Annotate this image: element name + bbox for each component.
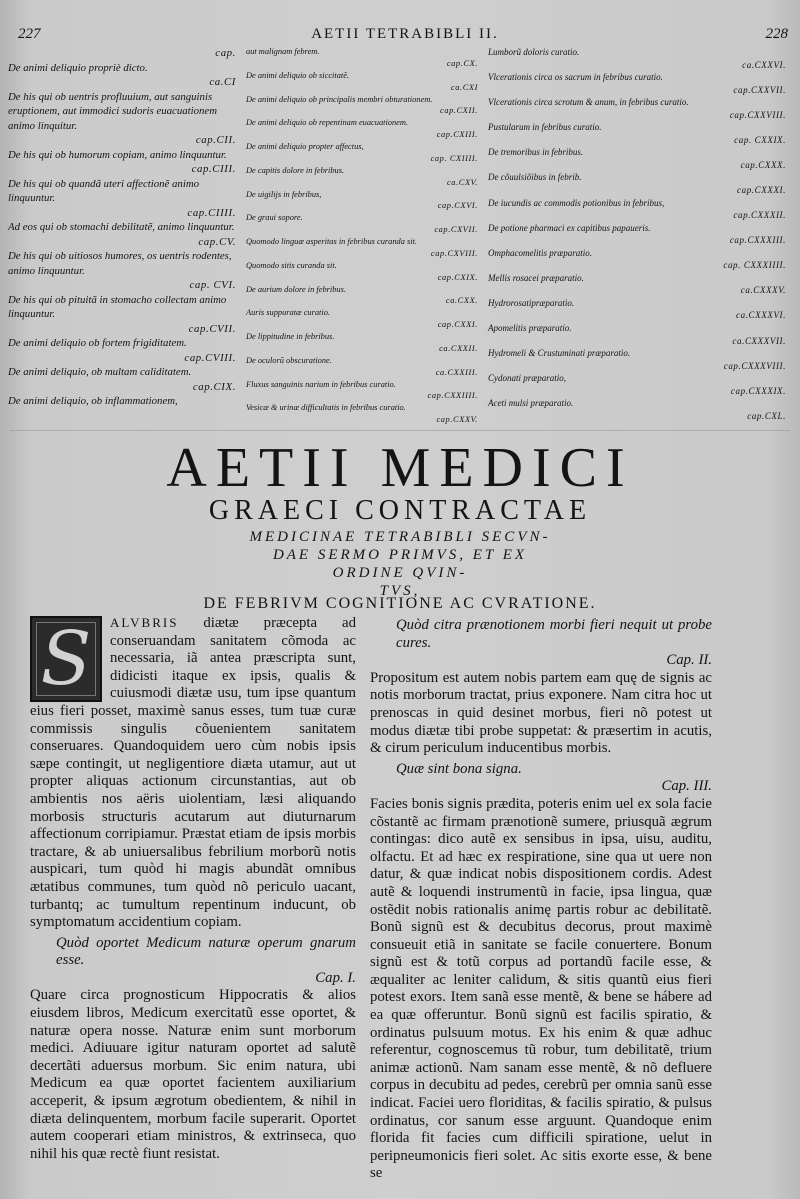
- chapter-number-2: Cap. II.: [666, 652, 712, 669]
- toc-entry-title: De his qui ob uitiosos humores, os uentris rodentes, animo linquuntur.: [8, 250, 232, 277]
- toc-entry-chapter: cap.CXXIIII.: [427, 391, 478, 401]
- toc-entry: [8, 249, 236, 293]
- toc-entry-title: De uigilijs in febribus,: [246, 189, 322, 199]
- toc-entry-chapter: cap.CXXXII.: [733, 210, 786, 221]
- toc-entry-title: De animi deliquio propter affectus,: [246, 142, 364, 151]
- toc-entry-title: Hydrorosatipræparatio.: [488, 297, 575, 308]
- toc-entry: [246, 94, 478, 118]
- toc-entry: [488, 171, 786, 196]
- chapter-heading-2: Quòd citra prænotionem morbi fieri nequit ut probe cures.: [396, 617, 712, 651]
- toc-entry-title: De animi deliquio ob repentinam euacuationem.: [246, 118, 409, 128]
- toc-entry-title: De animi deliquio ob fortem frigiditatem.: [8, 337, 187, 350]
- toc-entry-title: De lippitudine in febribus.: [246, 332, 335, 341]
- running-title: AETII TETRABIBLI II.: [311, 26, 499, 42]
- title-block-small: [0, 528, 800, 600]
- toc-entry-title: De cõuulsiõibus in febrib.: [488, 172, 582, 183]
- toc-entry-chapter: cap.CXXVII.: [733, 84, 786, 95]
- toc-entry-chapter: ca.CXXXV.: [740, 285, 786, 296]
- toc-entry: [246, 307, 478, 331]
- section-divider: [10, 430, 790, 431]
- running-header: [0, 26, 800, 46]
- toc-entry-chapter: cap. CVI.: [189, 279, 236, 292]
- toc-entry-title: De his qui ob humorum copiam, animo linquuntur.: [8, 148, 227, 161]
- toc-entry-title: De animi deliquio ob siccitatẽ.: [246, 70, 350, 80]
- toc-entry: [246, 141, 478, 165]
- toc-entry: [8, 336, 236, 365]
- toc-entry-title: aut malignam febrem.: [246, 47, 320, 56]
- toc-entry: [8, 220, 236, 249]
- toc-column-3: [488, 46, 786, 422]
- toc-entry: [488, 222, 786, 247]
- initial-letter: S: [40, 616, 92, 702]
- decorated-initial: [30, 616, 102, 702]
- toc-entry-chapter: cap.CXXX.: [740, 159, 786, 170]
- body-column-right: [370, 614, 712, 1183]
- title-line-3: MEDICINAE TETRABIBLI SECVN-: [249, 529, 551, 545]
- toc-entry-title: De iucundis ac commodis potionibus in febribus,: [488, 197, 665, 208]
- toc-entry: [488, 71, 786, 96]
- toc-entry: [488, 297, 786, 322]
- toc-entry-chapter: ca.CXXVI.: [742, 59, 786, 70]
- toc-column-2: [246, 46, 478, 426]
- chapter-number-1: Cap. I.: [315, 969, 356, 986]
- toc-entry: [488, 197, 786, 222]
- title-line-2: GRAECI CONTRACTAE: [208, 495, 592, 526]
- toc-entry-chapter: cap.CII.: [195, 134, 236, 147]
- toc-entry-chapter: cap.CXXI.: [437, 320, 478, 330]
- toc-entry-chapter: ca.CI: [209, 76, 236, 89]
- toc-entry-chapter: cap.CXXXIX.: [730, 385, 786, 396]
- toc-entry: [488, 372, 786, 397]
- toc-entry-title: Quomodo linguæ asperitas in febribus curanda sit.: [246, 237, 417, 246]
- toc-entry-chapter: ca.CXV.: [446, 177, 478, 187]
- paragraph-chapter-3: Facies bonis signis prædita, poteris enim uel ex sola facie cõstantẽ ac firmam prænotionẽ sumere, priusquã ægrum contingas: dico autẽ ex sensibus in ipsa, uisu, auditu, olfactu. Et ad hæc ex respiratione, sine qua ut uere non datur, & quæ indicat nobis dispositionem cordis. Adest autẽ & loquendi instrumentũ in facie, ipsa lingua, quæ ostẽdit nobis rationalis animę partis robur ac debilitatẽ. Bonũ signũ est & decubitus decorus, prout maximè consueuit etiã in sanitate se facile conuertere. Bonum signũ est & totũ corpus ad portandũ facile esse, & æqualiter ac leniter calidum, & sitis quantũ eius fieri potest exors. Item sanã esse mentẽ, & bene se hábere ad ea quæ offeruntur. Bonũ signũ est facilis spiratio, & ordinatus pulsuum motus. Ex his enim & quæ adhuc referentur, cognoscemus tũ robur, tum debilitatẽ, trium animæ actionũ. Nam sanam esse mentẽ, & nõ defluere corpus in decubitu ad pedes, cerebrũ per omnia sanũ esse indicat. Faciei uero floriditas, & facilis spiratio, & pulsus ordinatus, cor sanum esse arguunt. Quandoque enim florida fit facies cum difficili spiratione, uelut in peripneumonicis fieri solet. Ac sitis exorte esse, & bene se: [370, 795, 712, 1182]
- paragraph-intro-text: diætæ præcepta ad conseruandam sanitatem cõmoda ac necessaria, iã antea præscripta sunt, didicisti itaque ex ipsis, qualis & cuiusmodi diætæ usu, tum ipse quantum eius fieri posset, maximè sanus esses, tum tuæ curæ commissis singulis cõuenientem sanitatem conseruares. Quandoquidem uero cùm nobis ipsis sæpe contingit, ut negligentiore diæta utamur, aut ut propter aliquas actionum circunstantias, aut ob ambientis nos aëris uiolentiam, læsi aliquando morbosis structuris acutarum aut diuturnarum affectionum corripiamur. Præstat etiam de ipsis morbis tractare, & ab uniuersalibus febrilium morborũ notis auspicari, tum quòd hi magis abundãt omnibus ætatibus communes, tum quòd nõ periculo uacant, turbantq; ac tumultum repentinum inducunt, ob symptomatum accidentium copiam.: [30, 615, 356, 931]
- toc-entry-title: De animi deliquio, ob inflammationem,: [8, 395, 178, 408]
- toc-entry: [8, 177, 236, 221]
- title-line-6: TVS,: [379, 583, 421, 599]
- toc-entry-title: De tremoribus in febribus.: [488, 147, 584, 158]
- toc-entry-chapter: cap.CXXVIII.: [729, 109, 786, 120]
- toc-entry-title: De aurium dolore in febribus.: [246, 284, 346, 294]
- toc-entry-chapter: cap. CXXIX.: [734, 134, 786, 145]
- title-line-5: ORDINE QVIN-: [332, 565, 468, 581]
- toc-entry: [488, 322, 786, 347]
- toc-entry-title: Vlcerationis circa scrotum & anum, in febribus curatio.: [488, 97, 689, 108]
- toc-entry: [488, 347, 786, 372]
- toc-entry-chapter: ca.CXI: [450, 82, 478, 92]
- toc-entry-chapter: cap.CVII.: [188, 322, 236, 335]
- toc-entry-chapter: cap.: [215, 47, 236, 59]
- toc-entry: [246, 70, 478, 94]
- toc-entry: [488, 397, 786, 422]
- toc-entry-chapter: cap.CXVIII.: [430, 248, 478, 258]
- toc-entry-title: Cydonati præparatio,: [488, 373, 567, 384]
- body-column-left: [30, 614, 356, 1163]
- toc-entry: [246, 284, 478, 308]
- toc-entry-chapter: cap.CIIII.: [187, 206, 236, 219]
- toc-column-1: [8, 46, 236, 409]
- toc-entry-chapter: cap.CXL.: [747, 410, 786, 421]
- toc-entry-chapter: cap.CXII.: [440, 106, 478, 116]
- toc-entry-title: Mellis rosacei præparatio.: [488, 272, 584, 283]
- toc-entry-title: Vlcerationis circa os sacrum in febribus curatio.: [488, 72, 663, 83]
- toc-entry-title: De animi deliquio, ob multam caliditatem.: [8, 366, 192, 379]
- toc-entry: [8, 46, 236, 61]
- chapter-heading-3: Quæ sint bona signa.: [396, 760, 522, 777]
- toc-entry-chapter: cap. CXXXIIII.: [723, 260, 786, 271]
- toc-entry-title: De oculorũ obscuratione.: [246, 355, 332, 365]
- toc-entry-chapter: cap. CXIIII.: [430, 153, 478, 163]
- toc-entry-chapter: cap.CVIII.: [184, 351, 236, 364]
- toc-entry: [246, 189, 478, 213]
- toc-entry: [246, 402, 478, 426]
- toc-entry: [488, 96, 786, 121]
- toc-entry-chapter: cap.CXXV.: [436, 415, 478, 425]
- toc-entry-chapter: cap.CXIII.: [436, 130, 478, 140]
- toc-entry-title: Ad eos qui ob stomachi debilitatẽ, animo linquuntur.: [8, 221, 235, 234]
- toc-entry-chapter: cap.CIX.: [192, 380, 236, 393]
- toc-entry-title: De his qui ob pituitã in stomacho collectam animo linquuntur.: [8, 293, 227, 321]
- toc-entry: [246, 236, 478, 260]
- toc-entry: [8, 61, 236, 90]
- toc-entry-chapter: cap.CX.: [446, 58, 478, 68]
- toc-entry: [246, 379, 478, 403]
- toc-entry-title: Pustularum in febribus curatio.: [488, 122, 602, 133]
- toc-entry: [8, 365, 236, 394]
- toc-entry-chapter: cap.CV.: [198, 235, 236, 248]
- toc-entry-chapter: cap.CXXXVIII.: [723, 360, 786, 371]
- toc-entry-title: Lumborũ doloris curatio.: [488, 47, 580, 57]
- toc-entry-chapter: cap.CXIX.: [437, 272, 478, 282]
- toc-entry-chapter: ca.CXX.: [445, 296, 478, 306]
- toc-entry-chapter: ca.CXXXVII.: [732, 335, 786, 346]
- toc-entry: [246, 331, 478, 355]
- toc-entry-title: De his qui ob uentris profluuium, aut sanguinis eruptionem, aut immodici sudoris euacuationem animo linquitur.: [8, 90, 218, 132]
- toc-entry: [8, 293, 236, 337]
- toc-entry: [488, 46, 786, 71]
- toc-entry-title: Vesicæ & urinæ difficultatis in febribus curatio.: [246, 403, 406, 413]
- toc-entry: [488, 121, 786, 146]
- page-number-right: 228: [765, 26, 788, 42]
- toc-entry-chapter: cap.CXXXI.: [737, 185, 786, 196]
- toc-entry-title: Auris suppuratæ curatio.: [246, 308, 330, 318]
- toc-entry-title: De animi deliquio ob principalis membri obturationem.: [246, 94, 433, 104]
- paragraph-chapter-1: Quare circa prognosticum Hippocratis & alios eiusdem libros, Medicum exercitatũ esse oportet, & naturæ opera nosse. Naturæ enim sunt morborum medici. Adiuuare igitur naturam oportet ad salutẽ decertãti aduersus morbum. Sic enim natura, ubi Medicum ea quæ oportet facientem auxiliarium acceperit, & ipsum ægrotum obedientem, & nihil in diæta delinquentem, morbum facile superarit. Oportet autem cooperari etiam ministros, & extrinseca, quo nihil his quæ rectè fiunt resistat.: [30, 987, 356, 1162]
- toc-entry: [8, 394, 236, 409]
- toc-entry: [488, 272, 786, 297]
- paragraph-chapter-2: Propositum est autem nobis partem eam quę de signis ac notis morborum tractat, prius exponere. Nam citra hoc ut prenoscas in quid desinet morbus, fieri nõ potest ut modus diætæ tibi probe suppetat: & præsertim in acutis, & cirum periculum inducentibus morbis.: [370, 669, 712, 757]
- toc-entry-chapter: cap.CXVI.: [437, 201, 478, 211]
- toc-entry: [8, 90, 236, 148]
- title-line-1: AETII MEDICI: [166, 437, 634, 499]
- toc-entry-chapter: ca.CXXXVI.: [736, 310, 786, 321]
- toc-entry: [246, 165, 478, 189]
- toc-entry-chapter: cap.CXVII.: [434, 225, 478, 235]
- toc-entry: [246, 212, 478, 236]
- toc-entry-title: Hydromeli & Crustuminati præparatio.: [488, 348, 631, 359]
- toc-entry: [246, 260, 478, 284]
- chapter-subtitle: DE FEBRIVM COGNITIONE AC CVRATIONE.: [203, 595, 597, 612]
- toc-entry-title: Fluxus sanguinis narium in febribus curatio.: [246, 379, 396, 389]
- toc-entry: [246, 355, 478, 379]
- toc-entry-title: Omphacomelitis præparatio.: [488, 247, 593, 258]
- toc-entry-title: Quomodo sitis curanda sit.: [246, 260, 337, 270]
- toc-entry-title: De his qui ob quandã uteri affectionẽ animo linquuntur.: [8, 177, 200, 205]
- toc-entry: [246, 46, 478, 70]
- toc-entry-chapter: ca.CXXII.: [439, 343, 478, 353]
- chapter-number-3: Cap. III.: [661, 778, 712, 795]
- toc-entry: [488, 247, 786, 272]
- toc-entry-title: De graui sopore.: [246, 213, 303, 223]
- page-number-left: 227: [18, 26, 41, 42]
- opening-word: ALVBRIS: [110, 615, 179, 630]
- toc-entry: [246, 117, 478, 141]
- toc-entry: [8, 148, 236, 177]
- toc-entry-chapter: cap.CIII.: [191, 163, 236, 176]
- toc-entry-chapter: ca.CXXIII.: [435, 367, 478, 377]
- toc-entry-title: Apomelitis præparatio.: [488, 323, 572, 334]
- chapter-heading-1: Quòd oportet Medicum naturæ operum gnarum esse.: [56, 934, 356, 969]
- toc-entry-title: De potione pharmaci ex capitibus papaueris.: [488, 222, 651, 233]
- toc-entry: [488, 146, 786, 171]
- toc-entry-title: Aceti mulsi præparatio.: [488, 398, 574, 409]
- toc-entry-title: De animi deliquio propriè dicto.: [8, 61, 148, 74]
- title-line-4: DAE SERMO PRIMVS, ET EX: [272, 547, 528, 563]
- toc-entry-title: De capitis dolore in febribus.: [246, 165, 345, 175]
- toc-entry-chapter: cap.CXXXIII.: [729, 235, 786, 246]
